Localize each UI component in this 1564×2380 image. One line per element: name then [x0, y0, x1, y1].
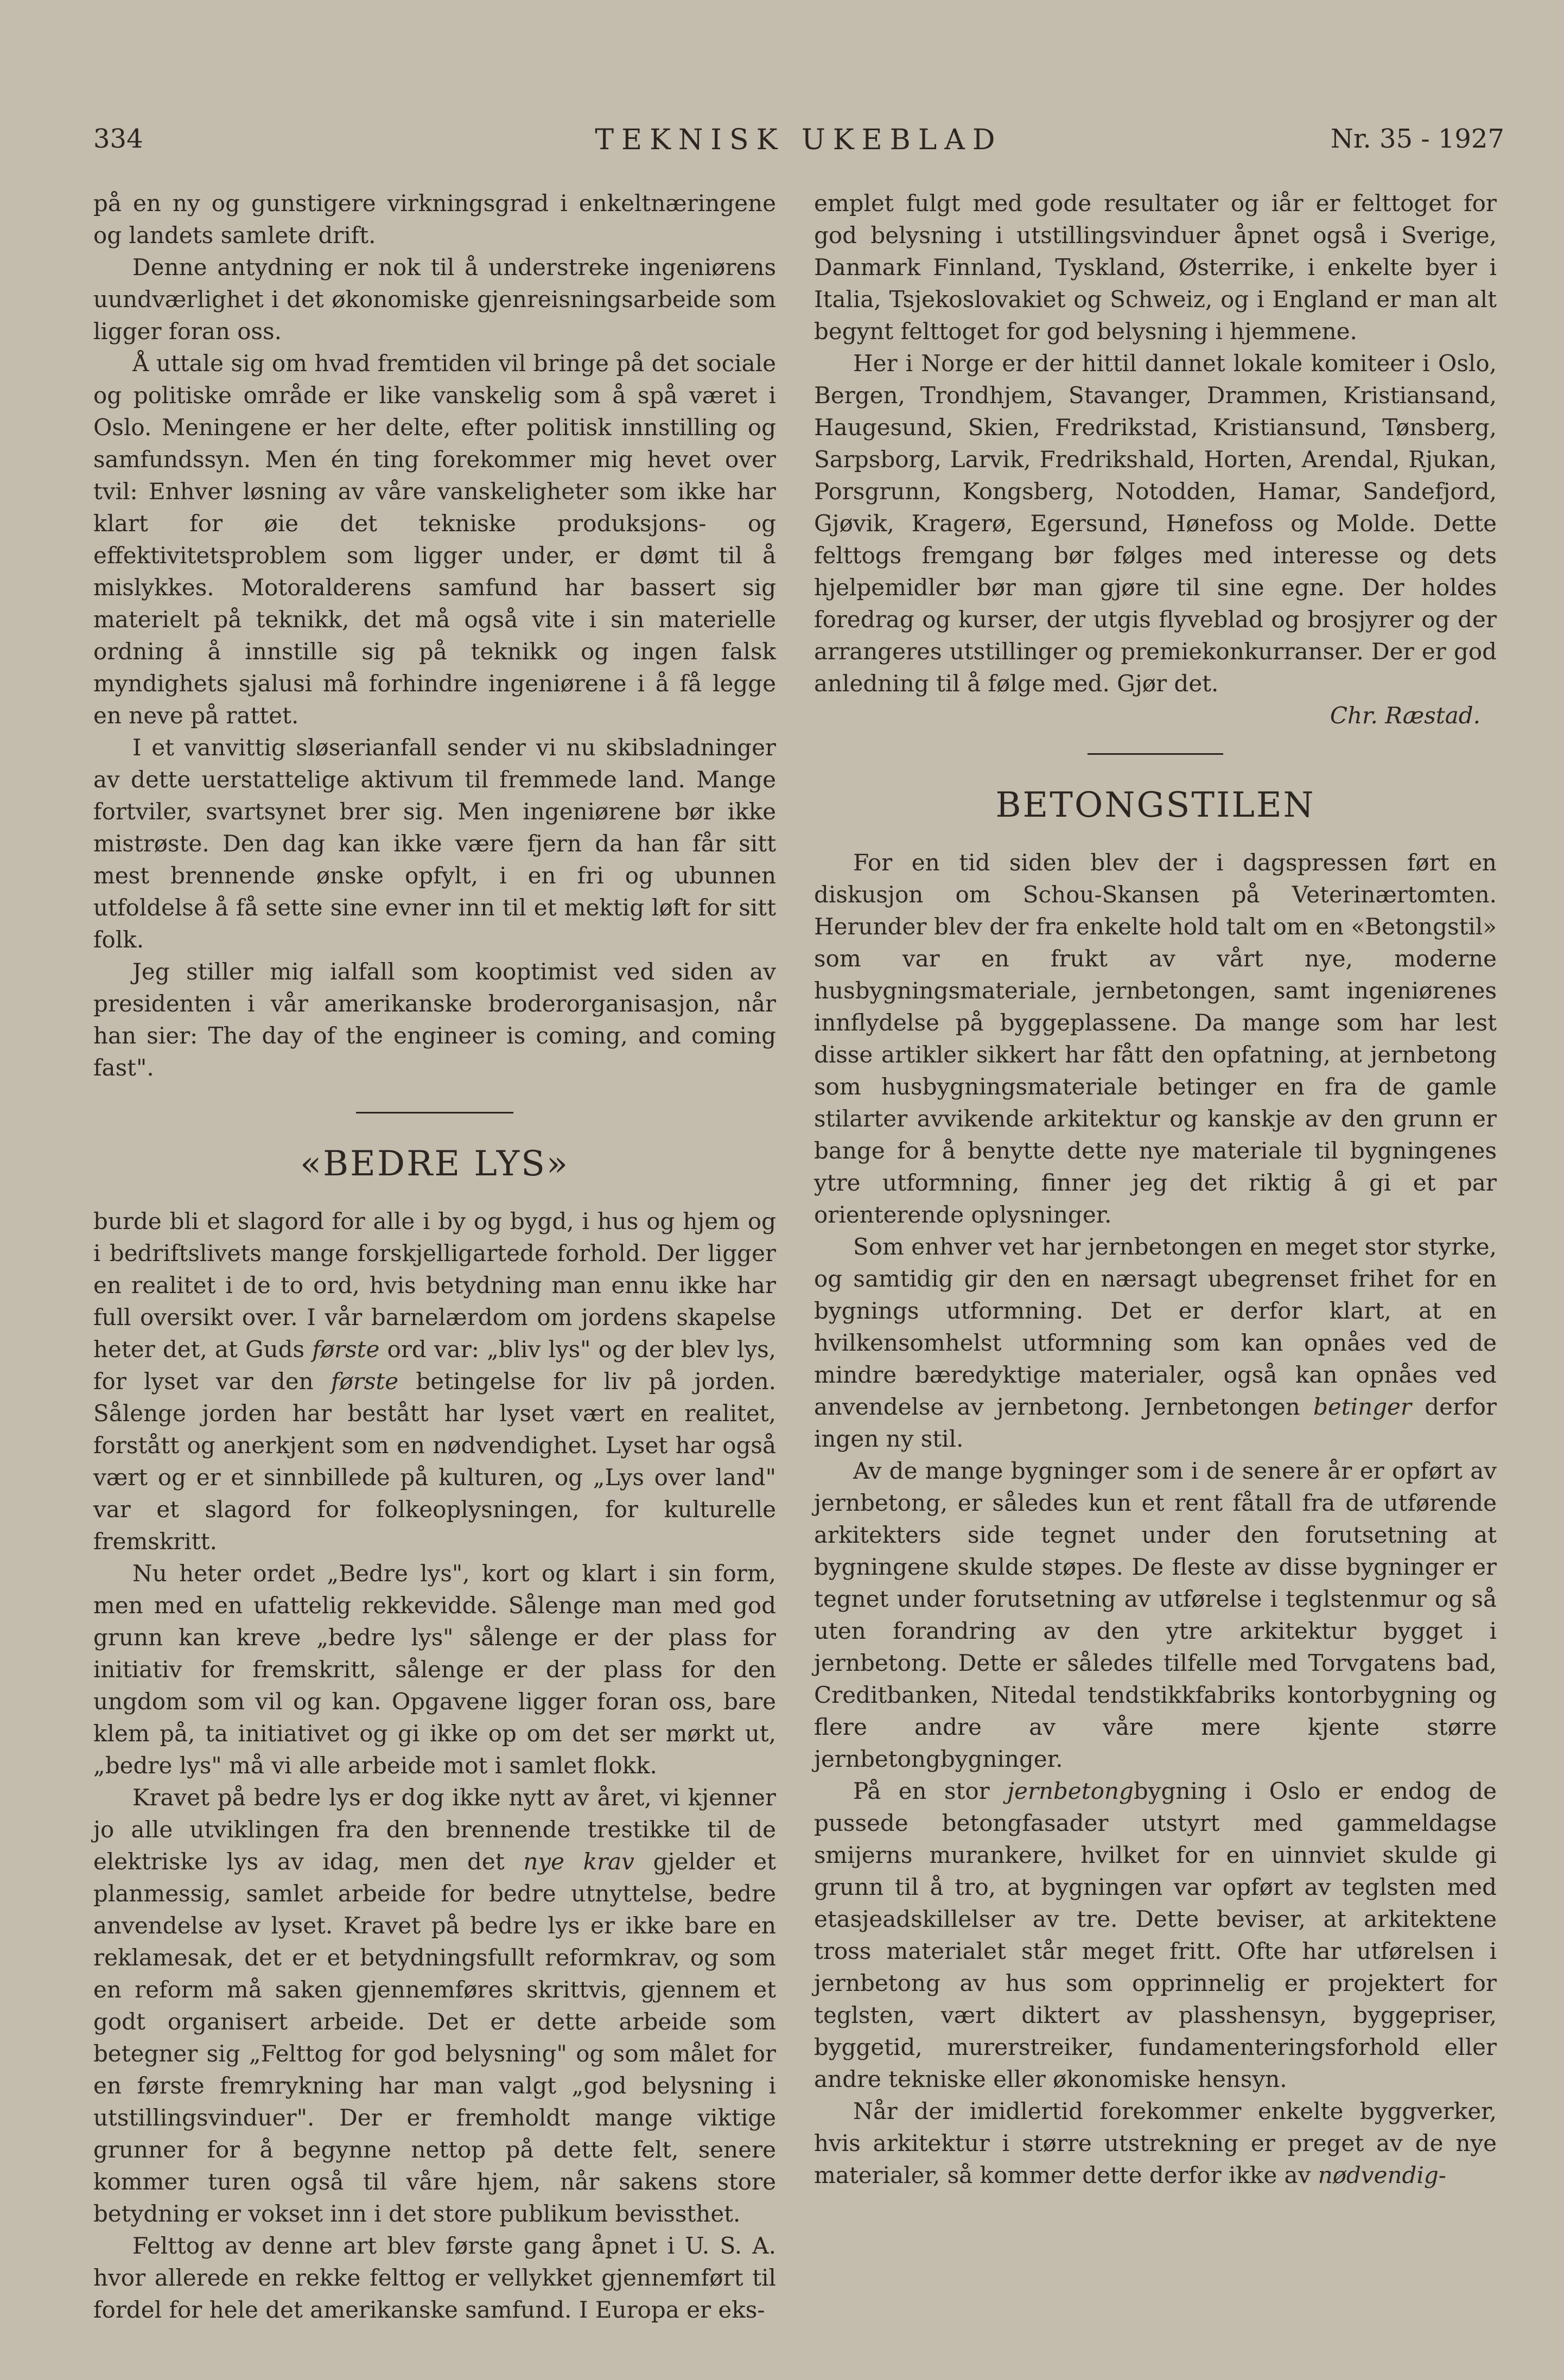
paragraph: Nu heter ordet „Bedre lys", kort og klart i sin form, men med en ufattelig rekkevidde. Sålenge man med god grunn kan kreve „bedre lys" sålenge er der plass for initiativ for fremskritt, sålenge er der plass for den ungdom som vil og kan. Opgavene ligger foran oss, bare klem på, ta initiativet og gi ikke op om det ser mørkt ut, „bedre lys" må vi alle arbeide mot i samlet flokk. [93, 1560, 776, 1779]
paragraph: Av de mange bygninger som i de senere år er opført av jernbetong, er således kun et rent fåtall fra de utførende arkitekters side tegnet under den forutsetning at bygningene skulde støpes. De fleste av disse bygninger er tegnet under forutsetning av utførelse i teglstenmur og så uten forandring av den ytre arkitektur bygget i jernbetong. Dette er således tilfelle med Torvgatens bad, Creditbanken, Nitedal tendstikkfabriks kontorbygning og flere andre av våre mere kjente større jernbetongbygninger. [814, 1458, 1497, 1772]
paragraph: I et vanvittig sløserianfall sender vi nu skibsladninger av dette uerstattelige aktivum til fremmede land. Mange fortviler, svartsynet brer sig. Men ingeniørene bør ikke mistrøste. Den dag kan ikke være fjern da han får sitt mest brennende ønske opfylt, i en fri og ubunnen utfoldelse å få sette sine evner inn til et mektig løft for sitt folk. [93, 734, 776, 953]
page-number: 334 [93, 124, 143, 154]
section-title-bedre-lys: «BEDRE LYS» [300, 1144, 570, 1184]
divider [1088, 753, 1223, 755]
section-title-betongstilen: BETONGSTILEN [995, 785, 1315, 825]
divider [356, 1112, 513, 1113]
paragraph: Her i Norge er der hittil dannet lokale komiteer i Oslo, Bergen, Trondhjem, Stavanger, Drammen, Kristiansand, Haugesund, Skien, Fredrikstad, Kristiansund, Tønsberg, Sarpsborg, Larvik, Fredrikshald, Horten, Arendal, Rjukan, Porsgrunn, Kongsberg, Notodden, Hamar, Sandefjord, Gjøvik, Kragerø, Egersund, Hønefoss og Molde. Dette felttogs fremgang bør følges med interesse og dets hjelpemidler bør man gjøre til sine egne. Der holdes foredrag og kurser, der utgis flyveblad og brosjyrer og der arrangeres utstillinger og premiekonkurranser. Der er god anledning til å følge med. Gjør det. [814, 350, 1497, 697]
paragraph: emplet fulgt med gode resultater og iår er felttoget for god belysning i utstillingsvinduer åpnet også i Sverige, Danmark Finnland, Tyskland, Østerrike, i enkelte byer i Italia, Tsjekoslovakiet og Schweiz, og i England er man alt begynt felttoget for god belysning i hjemmene. [814, 190, 1497, 345]
paragraph: Som enhver vet har jernbetongen en meget stor styrke, og samtidig gir den en nærsagt ubegrenset frihet for en bygnings utformning. Det er derfor klart, at en hvilkensomhelst utformning som kan opnåes ved de mindre bæredyktige materialer, også kan opnåes ved anvendelse av jernbetong. Jernbetongen betinger derfor ingen ny stil. [814, 1233, 1497, 1452]
paragraph: På en stor jernbetongbygning i Oslo er endog de pussede betongfasader utstyrt med gammeldagse smijerns murankere, hvilket for en uinnviet skulde gi grunn til å tro, at bygningen var opført av teglsten med etasjeadskillelser av tre. Dette beviser, at arkitektene tross materialet står meget fritt. Ofte har utførelsen i jernbetong av hus som opprinnelig er projektert for teglsten, vært diktert av plasshensyn, byggepriser, byggetid, murerstreiker, fundamenteringsforhold eller andre tekniske eller økonomiske hensyn. [814, 1778, 1497, 2092]
paragraph: Felttog av denne art blev første gang åpnet i U. S. A. hvor allerede en rekke felttog er vellykket gjennemført til fordel for hele det amerikanske samfund. I Europa er eks- [93, 2232, 776, 2323]
left-column [93, 187, 776, 2326]
page-header [93, 124, 1504, 162]
paragraph: For en tid siden blev der i dagspressen ført en diskusjon om Schou-Skansen på Veterinærtomten. Herunder blev der fra enkelte hold talt om en «Betongstil» som var en frukt av vårt nye, moderne husbygningsmateriale, jernbetongen, samt ingeniørenes innflydelse på byggeplassene. Da mange som har lest disse artikler sikkert har fått den opfatning, at jernbetong som husbygningsmateriale betinger en fra de gamle stilarter avvikende arkitektur og kanskje av den grunn er bange for å benytte dette nye materiale til bygningenes ytre utformning, finner jeg det riktig å gi et par orienterende oplysninger. [814, 849, 1497, 1228]
paragraph: Denne antydning er nok til å understreke ingeniørens uundværlighet i det økonomiske gjenreisningsarbeide som ligger foran oss. [93, 254, 776, 345]
right-column [814, 187, 1497, 2191]
paragraph: Kravet på bedre lys er dog ikke nytt av året, vi kjenner jo alle utviklingen fra den brennende trestikke til de elektriske lys av idag, men det nye krav gjelder et planmessig, samlet arbeide for bedre utnyttelse, bedre anvendelse av lyset. Kravet på bedre lys er ikke bare en reklamesak, det er et betydningsfullt reformkrav, og som en reform må saken gjennemføres skrittvis, gjennem et godt organisert arbeide. Det er dette arbeide som betegner sig „Felttog for god belysning" og som målet for en første fremrykning har man valgt „god belysning i utstillingsvinduer". Der er fremholdt mange viktige grunner for å begynne nettop på dette felt, senere kommer turen også til våre hjem, når sakens store betydning er vokset inn i det store publikum bevissthet. [93, 1784, 777, 2227]
masthead: TEKNISK UKEBLAD [595, 124, 1003, 156]
signature-line [814, 699, 1497, 731]
paragraph: på en ny og gunstigere virkningsgrad i enkeltnæringene og landets samlete drift. [93, 190, 776, 249]
paragraph: Jeg stiller mig ialfall som kooptimist ved siden av presidenten i vår amerikanske broderorganisasjon, når han sier: The day of the engineer is coming, and coming fast". [93, 958, 776, 1081]
issue-number: Nr. 35 - 1927 [1330, 124, 1504, 154]
paragraph: Å uttale sig om hvad fremtiden vil bringe på det sociale og politiske område er like vanskelig som å spå været i Oslo. Meningene er her delte, efter politisk innstilling og samfundssyn. Men én ting forekommer mig hevet over tvil: Enhver løsning av våre vanskeligheter som ikke har klart for øie det tekniske produksjons- og effektivitetsproblem som ligger under, er dømt til å mislykkes. Motoralderens samfund har bassert sig materielt på teknikk, det må også vite i sin materielle ordning å innstille sig på teknikk og ingen falsk myndighets sjalusi må forhindre ingeniørene i å få legge en neve på rattet. [93, 350, 776, 729]
author-signature: Chr. Ræstad. [1330, 702, 1480, 729]
paragraph: Når der imidlertid forekommer enkelte byggverker, hvis arkitektur i større utstrekning er preget av de nye materialer, så kommer dette derfor ikke av nødvendig- [814, 2098, 1497, 2188]
paragraph: burde bli et slagord for alle i by og bygd, i hus og hjem og i bedriftslivets mange forskjelligartede forhold. Der ligger en realitet i de to ord, hvis betydning man ennu ikke har full oversikt over. I vår barnelærdom om jordens skapelse heter det, at Guds første ord var: „bliv lys" og der blev lys, for lyset var den første betingelse for liv på jorden. Sålenge jorden har bestått har lyset vært en realitet, forstått og anerkjent som en nødvendighet. Lyset har også vært og er et sinnbillede på kulturen, og „Lys over land" var et slagord for folkeoplysningen, for kulturelle fremskritt. [93, 1208, 776, 1555]
